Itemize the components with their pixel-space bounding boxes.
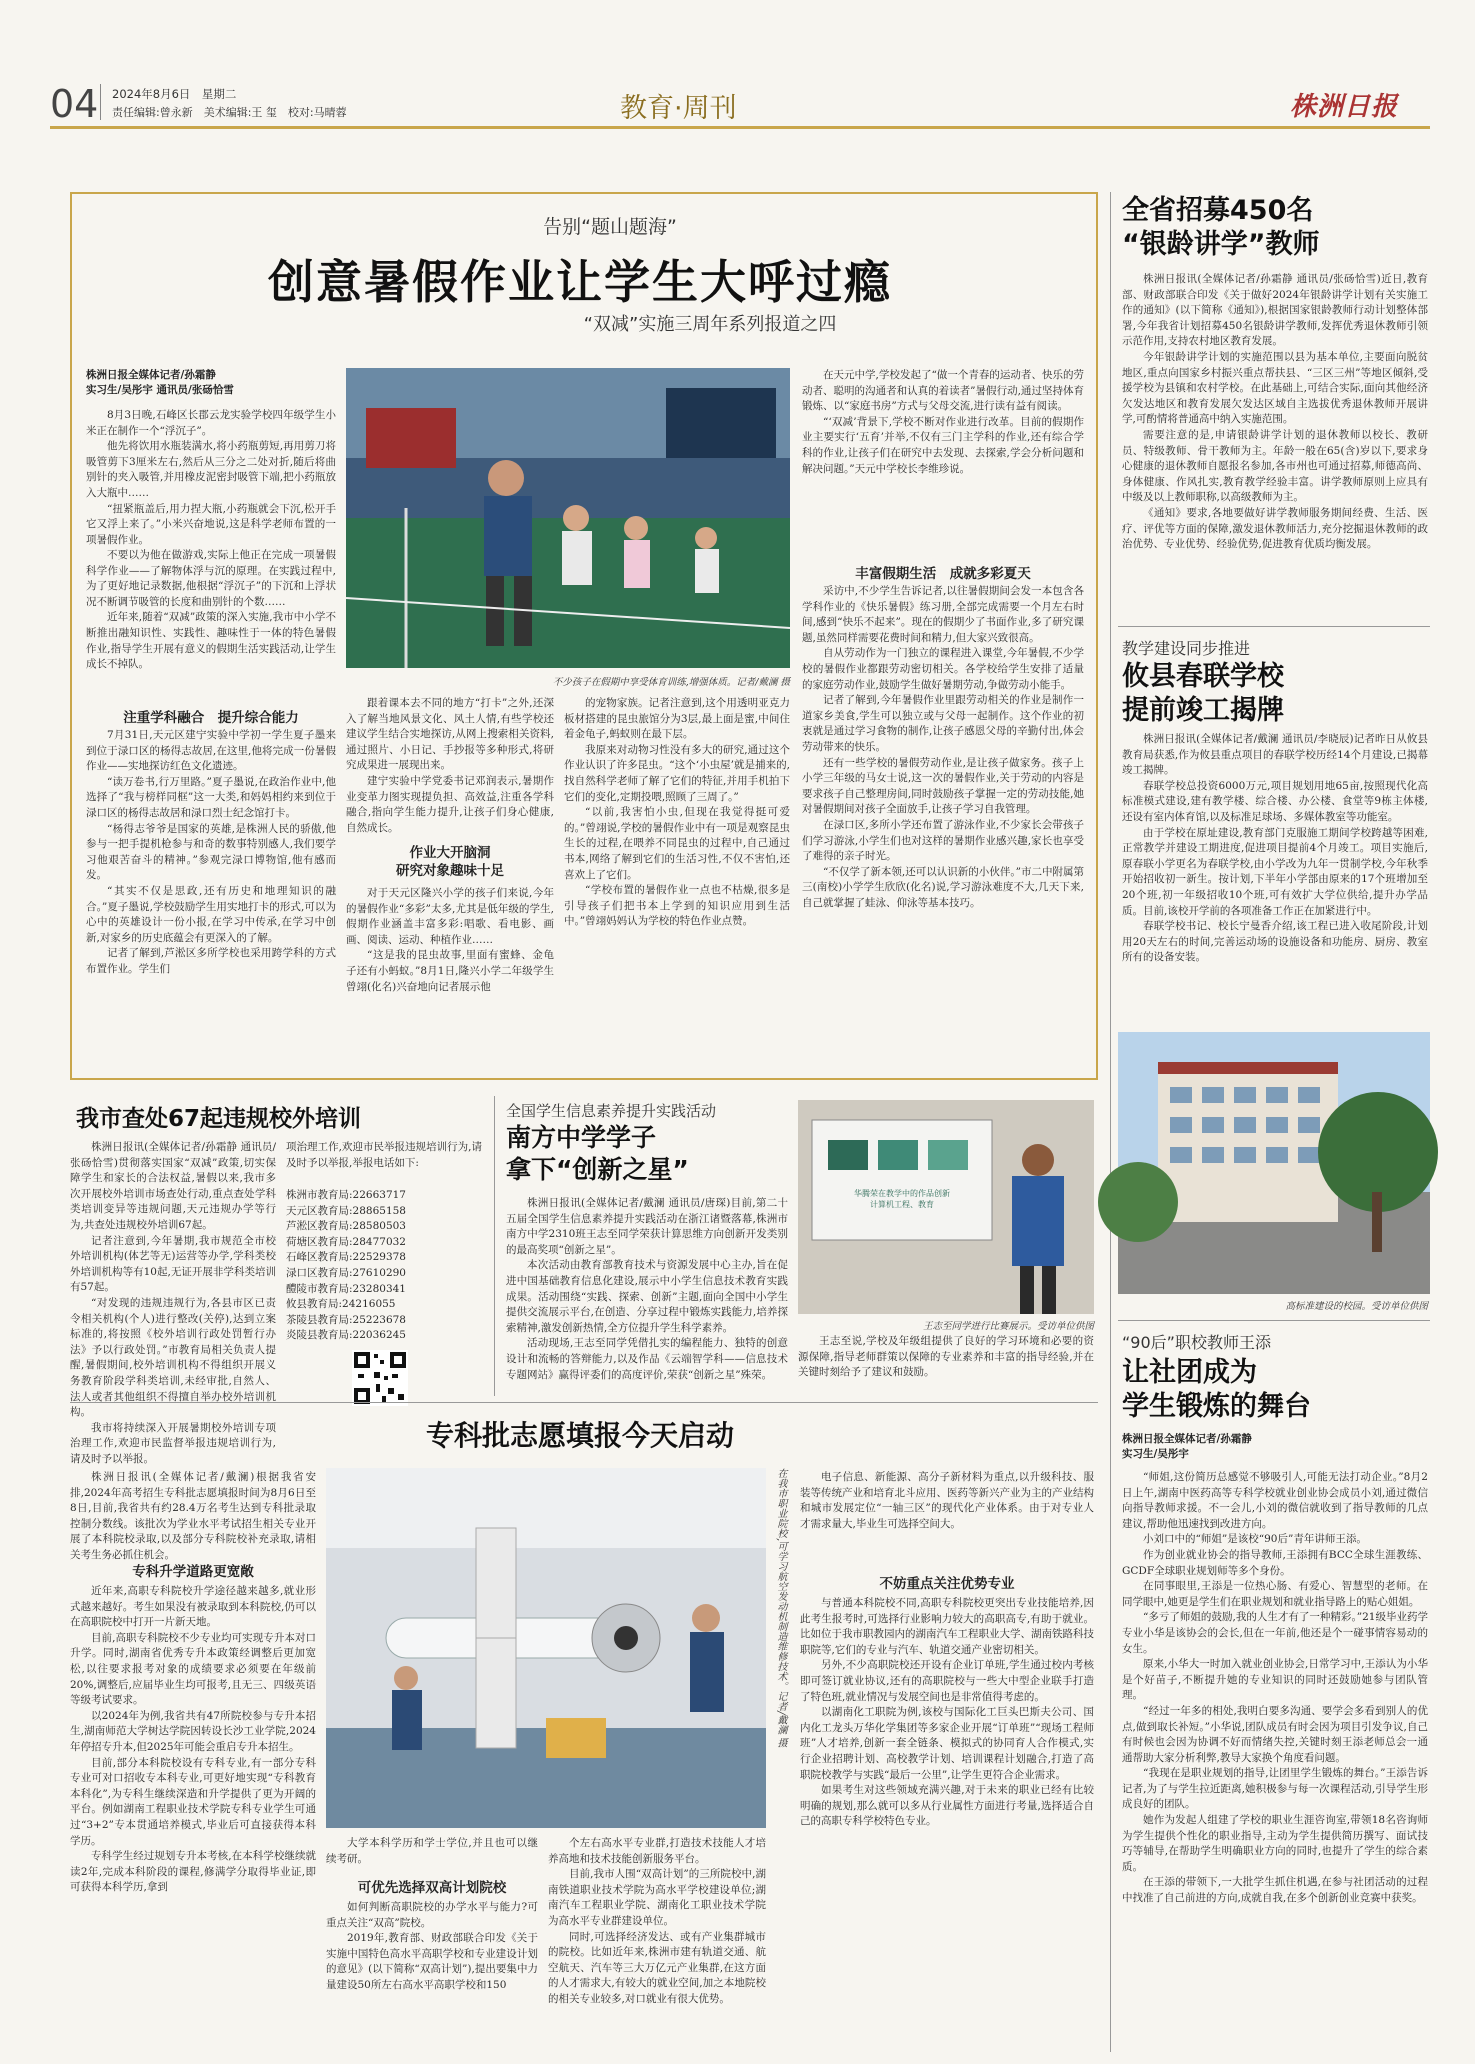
paragraph: “读万卷书,行万里路。”夏子墨说,在政治作业中,他选择了“我与榜样同框”这一大类,和妈妈相约来到位于渌口区的杨得志故居和渌口烈士纪念馆打卡。 [86, 775, 336, 819]
paragraph: 以湖南化工职院为例,该校与国际化工巨头巴斯夫公司、国内化工龙头万华化学集团等多家企业开展“订单班”“现场工程师班”人才培养,创新一套全链条、模拟式的协同育人合作模式,实行企业招聘计划、高校教学计划、培训课程计划融合,打造了高职院校教学与实践“最后一公里”,让学生更符合企业需求。 [800, 1706, 1094, 1781]
mid-center-col1 [506, 1196, 788, 1396]
paragraph: 与普通本科院校不同,高职专科院校更突出专业技能培养,因此考生报考时,可选择行业影响力较大的高职高专,有助于就业。比如位于我市职教园内的湖南汽车工程职业大学、湖南铁路科技职院等,它们的专业与汽车、轨道交通产业密切相关。 [800, 1597, 1094, 1656]
paragraph: 在同事眼里,王添是一位热心肠、有爱心、智慧型的老师。在同学眼中,她更是学生们在职业规划和就业指导路上的贴心姐姐。 [1122, 1580, 1428, 1608]
paragraph: 大学本科学历和学士学位,并且也可以继续考研。 [326, 1837, 538, 1865]
hotline-item: 攸县教育局:24216055 [286, 1298, 396, 1311]
paragraph: “多亏了师姐的鼓励,我的人生才有了一种精彩。”21级毕业药学专业小华是该协会的会长,但在一年前,他还是个一碰事情容易动的女生。 [1122, 1611, 1428, 1655]
paragraph: 2019年,教育部、财政部联合印发《关于实施中国特色高水平高职学校和专业建设计划的意见》(以下简称“双高计划”),提出要集中力量建设50所左右高水平高职学校和150 [326, 1932, 538, 1991]
bottom-col4 [800, 1470, 1094, 1566]
page-number: 04 [50, 82, 99, 126]
paragraph: 在渌口区,多所小学还布置了游泳作业,不少家长会带孩子们学习游泳,小学生们也对这样的暑期作业感兴趣,家长也享受了难得的亲子时光。 [802, 818, 1084, 863]
paragraph: “学校布置的暑假作业一点也不枯燥,很多是引导孩子们把书本上学到的知识应用到生活中。”曾翊妈妈认为学校的特色作业点赞。 [564, 884, 790, 928]
feature-col1b [86, 548, 336, 698]
paragraph: 近年来,高职专科院校升学途径越来越多,就业形式越来越好。考生如果没有被录取到本科院校,仍可以在高职院校中打开一片新天地。 [70, 1585, 316, 1629]
right2-title: 攸县春联学校 提前竣工揭牌 [1122, 661, 1284, 726]
mid-left-title: 我市查处67起违规校外培训 [76, 1106, 362, 1132]
paragraph: 目前,高职专科院校不少专业均可实现专升本对口升学。同时,湖南省优秀专升本政策经调整后更加宽松,以往要求报考对象的成绩要求必须要在年级前20%,调整后,应届毕业生均可报考,且无三、四级英语等级考试要求。 [70, 1631, 316, 1707]
paragraph: 8月3日晚,石峰区长郡云龙实验学校四年级学生小米正在制作一个“浮沉子”。 [86, 409, 336, 437]
paragraph: 同时,可选择经济发达、或有产业集群城市的院校。比如近年来,株洲市建有轨道交通、航空航天、汽车等三大万亿元产业集群,在这方面的人才需求大,有较大的就业空间,加之本地院校的相关专业较多,对口就业有很大优势。 [548, 1930, 766, 2005]
paragraph: 由于学校在原址建设,教育部门克服施工期间学校跨越等困难,正常教学并建设工期进度,促进项目提前4个月竣工。项目实施后,原春联小学更名为春联学校,由小学改为九年一贯制学校,今年秋季开始招收初一新生。按计划,下半年小学部由原来的17个班增加至20个班,初一年级招收10个班,可有效扩大学位供给,提升办学品质。目前,该校开学前的各项准备工作正在加紧进行中。 [1122, 826, 1428, 917]
right2-photo [1118, 1032, 1430, 1294]
paragraph: 个左右高水平专业群,打造技术技能人才培养高地和技术技能创新服务平台。 [548, 1837, 766, 1865]
bottom-photo [326, 1468, 766, 1828]
mid-center-title: 南方中学学子 拿下“创新之星” [506, 1123, 689, 1184]
right-column-divider [1110, 192, 1111, 2052]
bottom-col1 [70, 1470, 316, 1561]
right1-title: 全省招募450名 “银龄讲学”教师 [1122, 195, 1320, 260]
feature-col4-subhead: 丰富假期生活 成就多彩夏天 [855, 566, 1031, 582]
paragraph: 近年来,随着“双减”政策的深入实施,我市中小学不断推出融知识性、实践性、趣味性于一体的特色暑假作业,指导学生开展有意义的假期生活实践活动,让学生成长不掉队。 [86, 611, 336, 671]
paragraph: 株洲日报讯(全媒体记者/戴澜 通讯员/李晓辰)记者昨日从攸县教育局获悉,作为攸县重点项目的春联学校历经14个月建设,已揭幕竣工揭牌。 [1122, 733, 1428, 777]
right2-photo-caption: 高标准建设的校园。受访单位供图 [1285, 1301, 1428, 1312]
header-divider-vertical [100, 84, 101, 120]
paragraph: 王志至说,学校及年级组提供了良好的学习环境和必要的资源保障,指导老师群策以保障的专业素养和丰富的指导经验,并在关键时刻给予了建议和鼓励。 [798, 1335, 1094, 1379]
bottom-col3 [548, 1836, 766, 2054]
paragraph: 采访中,不少学生告诉记者,以往暑假期间会发一本包含各学科作业的《快乐暑假》练习册,全部完成需要一个月左右时间,感到“快乐不起来”。现在的假期少了书面作业,多了研究课题,虽然同样需要花费时间和精力,但大家兴致很高。 [802, 585, 1084, 644]
hotline-item: 渌口区教育局:27610290 [286, 1266, 406, 1279]
hotline-item: 株洲市教育局:22663717 [286, 1189, 406, 1201]
paragraph: 不要以为他在做游戏,实际上他正在完成一项暑假科学作业——了解物体浮与沉的原理。在实践过程中,为了更好地记录数据,他根据“浮沉子”的下沉和上浮状况不断调节吸管的长度和曲别针的个数…… [86, 549, 336, 608]
paragraph: 跟着课本去不同的地方“打卡”之外,还深入了解当地风景文化、风土人情,有些学校还建议学生结合实地探访,从网上搜索相关资料,通过照片、小日记、手抄报等多种形式,将研究成果进一展现出来。 [346, 697, 554, 772]
section-title: 教育·周刊 [620, 93, 737, 124]
paragraph: 专科学生经过规划专升本考核,在本科学校继续就读2年,完成本科阶段的课程,修满学分取得毕业证,即可获得本科学历,拿到 [70, 1850, 316, 1894]
hotline-item: 天元区教育局:28865158 [286, 1204, 406, 1217]
right2-divider [1118, 1320, 1430, 1321]
feature-photo [346, 368, 790, 668]
bottom-col1b [70, 1584, 316, 2054]
mid-divider-vertical [494, 1096, 495, 1396]
paragraph: “扭紧瓶盖后,用力捏大瓶,小药瓶就会下沉,松开手它又浮上来了。”小米兴奋地说,这是科学老师布置的一项暑假作业。 [86, 502, 336, 546]
mid-left-hotline-intro: 项治理工作,欢迎市民举报违规培训行为,请及时予以举报,举报电话如下: [286, 1141, 482, 1169]
paragraph: 春联学校书记、校长宁曼香介绍,该工程已进入收尾阶段,计划用20天左右的时间,完善运动场的设施设备和功能房、厨房、教室所有的设备安装。 [1122, 920, 1428, 964]
paragraph: “‘双减’背景下,学校不断对作业进行改革。目前的假期作业主要实行‘五育’并举,不仅有三门主学科的作业,还有综合学科的作业,让孩子们在研究中去发现、去探索,学会分析问题和解决问题。”天元中学校长李维珍说。 [802, 415, 1084, 475]
paragraph: 春联学校总投资6000万元,项目规划用地65亩,按照现代化高标准模式建设,建有教学楼、综合楼、办公楼、食堂等9栋主体楼,还设有室内体育馆,以及标准足球场、多媒体教室等功能室。 [1122, 779, 1428, 823]
paragraph: 他先将饮用水瓶装满水,将小药瓶剪短,再用剪刀将吸管剪下3厘米左右,然后从三分之二处对折,随后将曲别针的夹入吸管,并用橡皮泥密封吸管下端,把小药瓶放入大瓶中…… [86, 440, 336, 499]
feature-kicker: 告别“题山题海” [543, 216, 677, 238]
bottom-col4-subhead: 不妨重点关注优势专业 [879, 1576, 1015, 1592]
paragraph: 另外,不少高职院校还开设有企业订单班,学生通过校内考核即可签订就业协议,还有的高职院校与一些大中型企业联手打造了特色班,就业情况与发展空间也是非常值得考虑的。 [800, 1659, 1094, 1703]
paragraph: 株洲日报讯(全媒体记者/戴澜)根据我省安排,2024年高考招生专科批志愿填报时间为8月6日至8日,目前,我省共有约28.4万名考生达到专科批录取控制分数线。该批次为学业水平考试招生相关专业开展了本科院校录取,以及部分专科院校补充录取,请相关考生务必抓住机会。 [70, 1471, 316, 1561]
bottom-photo-caption: 在我市职业院校,可学习航空发动机制造维修技术。记者/戴澜 摄 [775, 1468, 786, 1748]
paragraph: 《通知》要求,各地要做好讲学教师服务期间经费、生活、医疗、评优等方面的保障,激发退休教师活力,充分挖掘退休教师的政治优势、专业优势、经验优势,促进教育优质均衡发展。 [1122, 506, 1428, 551]
right1-divider [1118, 626, 1430, 627]
paragraph: 以2024年为例,我省共有47所院校参与专升本招生,湖南师范大学树达学院因转设长沙工业学院,2024年停招专升本,但2025年可能会重启专升本招生。 [70, 1709, 316, 1753]
paragraph: 目前,部分本科院校设有专科专业,有一部分专科专业可对口招收专本科专业,可更好地实现“专科教育本科化”,为专科生继续深造和升学提供了更为开阔的平台。例如湖南工程职业技术学院专科专业学生可通过“3+2”专本贯通培养模式,毕业后可直接获得本科学历。 [70, 1756, 316, 1847]
paragraph: “以前,我害怕小虫,但现在我觉得挺可爱的。”曾翊说,学校的暑假作业中有一项是观察昆虫生长的过程,在喂养不同昆虫的过程中,自己通过书本,网络了解到它们的生活习性,不仅不害怕,还喜欢上了它们。 [564, 806, 790, 881]
paragraph: 的宠物家族。记者注意到,这个用透明亚克力板材搭建的昆虫旅馆分为3层,最上面是蜜,中间住着金龟子,蚂蚁则在最下层。 [564, 697, 790, 741]
paragraph: “我现在是职业规划的指导,让团里学生锻炼的舞台。”王添告诉记者,为了与学生拉近距离,她积极参与每一次课程活动,引导学生形成良好的团队。 [1122, 1767, 1428, 1811]
right2-kicker: 教学建设同步推进 [1122, 639, 1251, 658]
header-rule [50, 126, 1430, 129]
paragraph: 对于天元区隆兴小学的孩子们来说,今年的暑假作业“多彩”太多,尤其是低年级的学生,假期作业涵盖丰富多彩:唱歌、看电影、画画、阅读、运动、种植作业…… [346, 887, 554, 946]
hotline-item: 芦淞区教育局:28580503 [286, 1220, 406, 1233]
feature-col3 [564, 696, 790, 1072]
right3-title: 让社团成为 学生锻炼的舞台 [1122, 1357, 1311, 1422]
paragraph: 目前,我市人围“双高计划”的三所院校中,湖南铁道职业技术学院为高水平学校建设单位;湖南汽车工程职业学院、湖南化工职业技术学院为高水平专业群建设单位。 [548, 1868, 766, 1927]
mid-left-hotlines [286, 1188, 482, 1344]
mid-center-col2 [798, 1334, 1094, 1396]
masthead-logo: 株洲日报 [1290, 92, 1399, 122]
paragraph: 还有一些学校的暑假劳动作业,是让孩子做家务。孩子上小学三年级的马女士说,这一次的暑假作业,关于劳动的内容是要求孩子自己整理房间,同时鼓励孩子掌握一定的劳动技能,她对暑假期间对孩子全面放手,让孩子学习自我管理。 [802, 756, 1084, 816]
paragraph: “不仅学了新本领,还可以认识新的小伙伴。”市二中附属第三(南校)小学学生欣欣(化名)说,学习游泳难度不大,几天下来,自己就掌握了蛙泳、仰泳等基本技巧。 [802, 865, 1084, 909]
feature-byline: 株洲日报全媒体记者/孙霜静 实习生/吴彤宇 通讯员/张砀恰雪 [86, 369, 234, 396]
paragraph: “经过一年多的相处,我明白要多沟通、要学会多看到别人的优点,做到取长补短。”小华说,团队成员有时会因为项目引发争议,自己有时候也会因为协调不好而情绪失控,关键时刻王添老师总会一通通帮助大家分析利弊,教导大家换个角度看问题。 [1122, 1704, 1428, 1764]
feature-subtitle: “双减”实施三周年系列报道之四 [583, 314, 837, 335]
feature-title: 创意暑假作业让学生大呼过瘾 [268, 255, 892, 309]
slide-text: 华腾荣在教学中的作品创新 计算机工程、教育 [854, 1189, 950, 1209]
paragraph: 记者了解到,芦淞区多所学校也采用跨学科的方式布置作业。学生们 [86, 947, 336, 975]
paragraph: 她作为发起人组建了学校的职业生涯咨询室,带领18名咨询师为学生提供个性化的职业指导,主动为学生提供简历撰写、面试技巧等辅导,在帮助学生明确职业方向的同时,也提升了学生的综合素质。 [1122, 1814, 1428, 1873]
feature-col4b [802, 584, 1084, 1072]
paragraph: “这是我的昆虫故事,里面有蜜蜂、金龟子还有小蚂蚁。”8月1日,隆兴小学二年级学生曾翊(化名)兴奋地向记者展示他 [346, 949, 554, 993]
paragraph: “其实不仅是思政,还有历史和地理知识的融合。”夏子墨说,学校鼓励学生用实地打卡的形式,可以为心中的英雄设计一份小报,在学习中传承,在学习中创新,对家乡的历史底蕴会有更深入的了解。 [86, 884, 336, 944]
paragraph: “杨得志爷爷是国家的英雄,是株洲人民的骄傲,他参与一把手提机枪参与和奇的数事特别感人,我们要学习他艰苦奋斗的精神。”参观完渌口博物馆,他有感而发。 [86, 822, 336, 882]
paragraph: 建宁实验中学党委书记邓润表示,暑期作业变革力图实现提负担、高效益,注重各学科融合,指向学生能力提升,让孩子们身心健康,自然成长。 [346, 774, 554, 834]
hotline-item: 炎陵县教育局:22036245 [286, 1329, 406, 1342]
paragraph: 自从劳动作为一门独立的课程进入课堂,今年暑假,不少学校的暑假作业都跟劳动密切相关。各学校给学生安排了适量的家庭劳动作业,鼓励学生做好暑期劳动,争做劳动小能手。 [802, 647, 1084, 691]
bottom-col2-subhead: 可优先选择双高计划院校 [357, 1880, 507, 1896]
paragraph: 株洲日报讯(全媒体记者/戴澜 通讯员/唐琛)目前,第二十五届全国学生信息素养提升实践活动在浙江诸暨落幕,株洲市南方中学2310班王志至同学荣获计算思维方向创新开发类别的最高奖项“创新之星”。 [506, 1197, 788, 1256]
feature-col1-subhead: 注重学科融合 提升综合能力 [123, 710, 299, 726]
paragraph: 作为创业就业协会的指导教师,王添拥有BCC全球生涯教练、GCDF全球职业规划师等多个身份。 [1122, 1548, 1428, 1577]
hotline-item: 石峰区教育局:22529378 [286, 1251, 406, 1264]
feature-col1c [86, 728, 336, 1072]
mid-left-col1 [70, 1140, 276, 1465]
right1-body [1122, 272, 1428, 622]
hotline-item: 荷塘区教育局:28477032 [286, 1235, 406, 1248]
hotline-item: 茶陵县教育局:25223678 [286, 1313, 406, 1326]
feature-col2 [346, 696, 554, 834]
hotline-item: 醴陵市教育局:23280341 [286, 1282, 406, 1295]
feature-col2b [346, 886, 554, 1072]
right3-byline: 株洲日报全媒体记者/孙霜静 实习生/吴彤宇 [1122, 1433, 1252, 1460]
right3-kicker: “90后”职校教师王添 [1122, 1333, 1271, 1352]
header-date: 2024年8月6日 星期二 [112, 87, 237, 101]
paragraph: 电子信息、新能源、高分子新材料为重点,以升级科技、服装等传统产业和培育北斗应用、医药等新兴产业为主的产业结构和城市发展定位“一轴三区”的现代化产业体系。由于对专业人才需求量大,毕业生可选择空间大。 [800, 1471, 1094, 1530]
paragraph: 今年银龄讲学计划的实施范围以县为基本单位,主要面向脱贫地区,重点向国家乡村振兴重点帮扶县、“三区三州”等地区倾斜,受援学校为县镇和农村学校。在此基础上,可结合实际,面向其他经济欠发达地区和教育发展欠发达区域自主选拔优秀退休教师开展讲学,可酌情将普通高中纳入实施范围。 [1122, 350, 1428, 426]
paragraph: 株洲日报讯(全媒体记者/孙霜静 通讯员/张砀恰雪)近日,教育部、财政部联合印发《关于做好2024年银龄讲学计划有关实施工作的通知》(以下简称《通知》),根据国家银龄教师行动计划整体部署,今年我省计划招募450名银龄讲学教师,发挥优秀退休教师引领示范作用,支持农村地区教育发展。 [1122, 273, 1428, 348]
mid-center-kicker: 全国学生信息素养提升实践活动 [506, 1102, 717, 1120]
paragraph: 记者注意到,今年暑期,我市规范全市校外培训机构(体艺等无)运营等办学,学科类校外培训机构等有10起,无证开展非学科类培训有57起。 [70, 1234, 276, 1294]
paragraph: 小刘口中的“师姐”是该校“90后”青年讲师王添。 [1143, 1533, 1367, 1546]
paragraph: 如果考生对这些领域充满兴趣,对于未来的职业已经有比较明确的规划,那么就可以多从行业属性方面进行考量,选择适合自己的高职专科学校特色专业。 [800, 1784, 1094, 1828]
paragraph: 我原来对动物习性没有多大的研究,通过这个作业认识了许多昆虫。“这个‘小虫屋’就是捕来的,找自然科学老师了解了它们的特征,并用手机拍下它们的变化,定期投喂,照顾了三周了。” [564, 743, 790, 803]
mid-center-photo-caption: 王志至同学进行比赛展示。受访单位供图 [922, 1321, 1094, 1332]
paragraph: 记者了解到,今年暑假作业里跟劳动相关的作业是制作一道家乡美食,学生可以独立或与父母一起制作。这个作业的初衷就是通过学习食物的制作,让孩子感恩父母的辛勤付出,体会劳动带来的快乐。 [802, 694, 1084, 753]
paragraph: 株洲日报讯(全媒体记者/孙霜静 通讯员/张砀恰雪)贯彻落实国家“双减”政策,切实保障学生和家长的合法权益,暑假以来,我市多次开展校外培训市场查处行动,重点查处学科类培训变异等违规问题,天元违规办学等行为,共查处违规校外培训67起。 [70, 1141, 276, 1231]
paragraph: “师姐,这份简历总感觉不够吸引人,可能无法打动企业。”8月2日上午,湖南中医药高等专科学校就业创业协会成员小刘,通过微信向指导教师求援。不一会儿,小刘的微信就收到了指导教师的几点建议,帮助他迅速找到改进方向。 [1122, 1471, 1428, 1530]
right2-body [1122, 732, 1428, 1022]
feature-col2-subhead: 作业大开脑洞 研究对象趣味十足 [396, 845, 504, 879]
paragraph: 如何判断高职院校的办学水平与能力?可重点关注“双高”院校。 [326, 1901, 538, 1929]
header-editors: 责任编辑:曾永新 美术编辑:王 玺 校对:马晴蓉 [112, 106, 347, 119]
paragraph: 本次活动由教育部教育技术与资源发展中心主办,旨在促进中国基础教育信息化建设,展示中小学生信息技术教育实践成果。活动围绕“实践、探索、创新”主题,面向全国中小学生提供交流展示平台,在创造、分享过程中锻炼实践能力,培养探索精神,激发创新热情,全方位提升学生科学素养。 [506, 1259, 788, 1334]
paragraph: 在天元中学,学校发起了“做一个青春的运动者、快乐的劳动者、聪明的沟通者和认真的着读者”暑假行动,通过坚持体育锻炼、以“家庭书房”方式与父母交流,进行读有益有阅读。 [802, 369, 1084, 413]
bottom-col2 [326, 1836, 538, 1870]
qr-code-icon [352, 1350, 408, 1406]
right3-body [1122, 1470, 1428, 2050]
bottom-col1-subhead: 专科升学道路更宽敞 [132, 1564, 254, 1580]
bottom-col4b [800, 1596, 1094, 2054]
feature-col4 [802, 368, 1084, 556]
bottom-col2b [326, 1900, 538, 2054]
paragraph: 需要注意的是,申请银龄讲学计划的退休教师以校长、教研员、特级教师、骨干教师为主。年龄一般在65(含)岁以下,要求身心健康的退休教师自愿报名参加,各市州也可通过招募,师德高尚、身体健康、作风扎实,教育教学经验丰富。讲学教师原则上应具有中级及以上教师职称,以高级教师为主。 [1122, 428, 1428, 504]
paragraph: 7月31日,天元区建宁实验中学初一学生夏子墨来到位于渌口区的杨得志故居,在这里,他将完成一份暑假作业——实地探访红色文化遗迹。 [86, 729, 336, 773]
bottom-title: 专科批志愿填报今天启动 [425, 1419, 734, 1452]
paragraph: 我市将持续深入开展暑期校外培训专项治理工作,欢迎市民监督举报违规培训行为,请及时予以举报。 [70, 1421, 276, 1465]
paragraph: 活动现场,王志至同学凭借扎实的编程能力、独特的创意设计和流畅的答辩能力,以及作品《云端智学科——信息技术专题网站》赢得评委们的高度评价,荣获“创新之星”殊荣。 [506, 1337, 788, 1381]
paragraph: 原来,小华大一时加入就业创业协会,日常学习中,王添认为小华是个好苗子,不断提升她的专业知识的同时还鼓励她参与团队管理。 [1122, 1658, 1428, 1702]
paragraph: “对发现的违规违规行为,各县市区已责令相关机构(个人)进行整改(关停),达到立案标准的,将按照《校外培训行政处罚暂行办法》予以行政处罚。”市教育局相关负责人提醒,暑假期间,校外培训机构不得组织开展义务教育阶段学科类培训,未经审批,自然人、法人或者其他组织不得擅自举办校外培训机构。 [70, 1296, 276, 1419]
paragraph: 在王添的带领下,一大批学生抓住机遇,在参与社团活动的过程中找准了自己前进的方向,成就自我,在多个创新创业竞赛中获奖。 [1122, 1876, 1428, 1905]
bottom-top-rule [70, 1402, 1098, 1403]
feature-photo-caption: 不少孩子在假期中享受体育训练,增强体质。记者/戴澜 摄 [552, 677, 790, 688]
